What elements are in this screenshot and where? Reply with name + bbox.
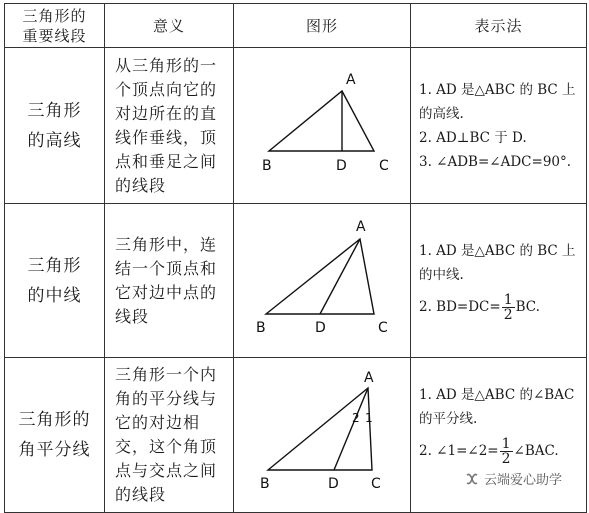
fraction-denominator: 2	[501, 450, 511, 467]
notation-equation	[419, 293, 582, 322]
vertex-label-c: C	[379, 158, 389, 174]
notation-cell	[411, 358, 587, 513]
vertex-label-a: A	[356, 219, 366, 235]
point-label-d: D	[315, 320, 326, 336]
altitude-triangle-figure	[234, 48, 411, 199]
notation-cell	[411, 48, 587, 204]
angle-label-1: 1	[365, 411, 373, 425]
meaning-line: 的线段	[115, 175, 167, 195]
notation-line: 的中线.	[419, 267, 464, 283]
meaning-cell	[105, 48, 234, 204]
figure-cell	[234, 48, 411, 204]
wechat-channel-icon	[464, 471, 480, 487]
bisector-ad	[334, 388, 368, 470]
meaning-line: 从三角形的一	[115, 55, 218, 75]
meaning-line: 的线段	[115, 485, 167, 504]
fraction-numerator: 1	[501, 435, 511, 452]
meaning-line: 个顶点向它的	[115, 79, 218, 99]
notation-line: 3. ∠ADB=∠ADC=90°.	[419, 153, 572, 170]
meaning-line: 结一个顶点和	[115, 258, 218, 278]
meaning-line: 它对边中点的	[115, 282, 218, 302]
vertex-label-a: A	[346, 72, 356, 88]
vertex-label-b: B	[260, 476, 270, 492]
notation-line: 1. AD 是△ABC 的∠BAC	[419, 386, 575, 403]
point-label-d: D	[328, 476, 339, 492]
header-figure: 图形	[234, 4, 411, 48]
meaning-line: 它的对边相	[115, 413, 201, 432]
watermark-text: 云端爱心助学	[484, 473, 563, 488]
meaning-line: 对边所在的直	[115, 103, 218, 123]
meaning-line: 点和垂足之间	[115, 151, 218, 171]
header-col1-line2: 重要线段	[22, 26, 87, 45]
segment-name-line1: 三角形	[27, 100, 82, 121]
notation-line: 1. AD 是△ABC 的 BC 上	[419, 243, 576, 259]
vertex-label-b: B	[262, 158, 272, 174]
header-segment-name	[5, 4, 105, 48]
notation-line: 的高线.	[419, 105, 464, 122]
meaning-line: 交，这个角顶	[115, 437, 218, 456]
angle-label-2: 2	[352, 411, 360, 425]
fraction-denominator: 2	[503, 307, 513, 323]
meaning-line: 三角形一个内	[115, 365, 218, 384]
fraction-half	[500, 437, 513, 466]
segment-name-cell	[5, 48, 105, 204]
table-row-altitude	[5, 48, 587, 204]
segment-name-cell	[5, 204, 105, 358]
triangle-abc	[268, 388, 372, 470]
equation-suffix: ∠BAC.	[513, 442, 559, 459]
table-row-angle-bisector	[5, 358, 587, 513]
notation-line: 1. AD 是△ABC 的 BC 上	[419, 81, 576, 98]
segment-name-line2: 角平分线	[18, 440, 91, 460]
triangle-abc	[269, 91, 374, 151]
segment-name-line2: 的高线	[27, 130, 82, 151]
line-segment-table	[4, 3, 587, 513]
segment-name-line1: 三角形的	[18, 410, 91, 430]
figure-cell	[234, 204, 411, 358]
notation-cell	[411, 204, 587, 358]
meaning-cell	[105, 358, 234, 513]
equation-prefix: 2. BD=DC=	[419, 299, 501, 315]
triangle-abc	[266, 239, 374, 314]
meaning-cell	[105, 204, 234, 358]
fraction-numerator: 1	[503, 292, 513, 308]
vertex-label-b: B	[256, 320, 266, 336]
meaning-line: 角的平分线与	[115, 389, 218, 408]
header-notation: 表示法	[411, 4, 587, 48]
median-triangle-figure	[234, 204, 411, 353]
point-label-d: D	[336, 158, 347, 174]
segment-name-line1: 三角形	[27, 255, 82, 276]
segment-name-cell	[5, 358, 105, 513]
notation-line: 2. AD⊥BC 于 D.	[419, 129, 527, 146]
equation-prefix: 2. ∠1=∠2=	[419, 442, 499, 459]
meaning-line: 线段	[115, 306, 150, 326]
vertex-label-c: C	[371, 476, 381, 492]
header-col1-line1: 三角形的	[22, 6, 87, 25]
median-ad	[320, 239, 360, 314]
fraction-half	[502, 293, 515, 322]
table-row-median	[5, 204, 587, 358]
header-row	[5, 4, 587, 48]
figure-cell	[234, 358, 411, 513]
equation-suffix: BC.	[515, 299, 540, 315]
notation-line: 的平分线.	[419, 410, 478, 427]
meaning-line: 点与交点之间	[115, 461, 218, 480]
header-meaning: 意义	[105, 4, 234, 48]
watermark	[464, 469, 562, 488]
segment-name-line2: 的中线	[27, 285, 82, 306]
vertex-label-a: A	[364, 370, 374, 386]
meaning-line: 线作垂线，顶	[115, 127, 218, 147]
bisector-triangle-figure	[234, 358, 411, 508]
meaning-line: 三角形中，连	[115, 234, 218, 254]
notation-equation	[419, 437, 582, 466]
vertex-label-c: C	[378, 320, 388, 336]
